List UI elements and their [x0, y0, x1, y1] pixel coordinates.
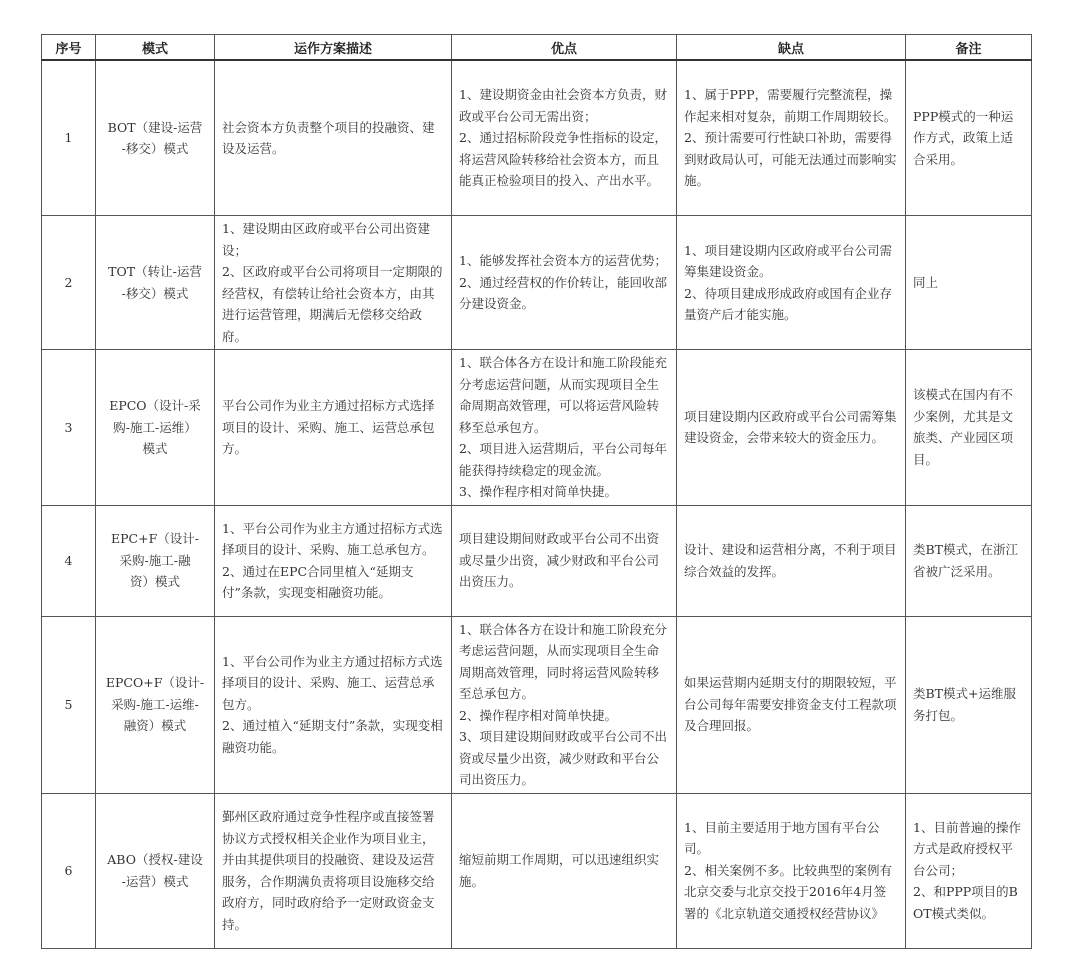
cell-description-line: 鄞州区政府通过竞争性程序或直接签署协议方式授权相关企业作为项目业主，并由其提供项目的投融资、建设及运营服务，合作期满负责将项目设施移交给政府方，同时政府给予一定财政资金支持。: [222, 809, 435, 932]
cell-description-line: 2、区政府或平台公司将项目一定期限的经营权，有偿转让给社会资本方，由其进行运营管理，期满后无偿移交给政府。: [222, 264, 443, 344]
header-mode: 模式: [96, 35, 215, 61]
table-row: [42, 60, 1032, 216]
cell-mode-line: -移交）模式: [121, 141, 189, 156]
header-pros: 优点: [452, 35, 677, 61]
cell-description-line: 1、平台公司作为业主方通过招标方式选择项目的设计、采购、施工、运营总承包方。: [222, 653, 443, 712]
cell-pros-line: 3、项目建设期间财政或平台公司不出资或尽量少出资，减少财政和平台公司出资压力。: [459, 729, 667, 787]
cell-notes-line: 2、和PPP项目的BOT模式类似。: [913, 884, 1018, 921]
cell-no: 6: [42, 793, 96, 948]
header-description: 运作方案描述: [215, 35, 452, 61]
cell-cons: [677, 505, 906, 616]
cell-pros-line: 3、操作程序相对简单快捷。: [459, 484, 617, 499]
cell-notes-line: 类BT模式，在浙江省被广泛采用。: [913, 542, 1019, 579]
cell-cons: [677, 350, 906, 506]
cell-pros-line: 1、联合体各方在设计和施工阶段能充分考虑运营问题，从而实现项目全生命周期高效管理，可以将运营风险转移至总承包方。: [459, 355, 667, 435]
cell-pros-line: 项目建设期间财政或平台公司不出资或尽量少出资，减少财政和平台公司出资压力。: [459, 531, 660, 590]
cell-description: [215, 616, 452, 793]
cell-mode-line: 融资）模式: [123, 718, 187, 734]
cell-pros-line: 2、操作程序相对简单快捷。: [459, 707, 617, 723]
cell-no: 3: [42, 350, 96, 506]
cell-description-line: 1、建设期由区政府或平台公司出资建设；: [222, 221, 430, 258]
cell-cons-line: 设计、建设和运营相分离，不利于项目综合效益的发挥。: [684, 542, 897, 579]
cell-mode-line: -移交）模式: [121, 285, 189, 301]
cell-description-line: 2、通过植入“延期支付”条款，实现变相融资功能。: [222, 718, 443, 755]
cell-description: [215, 216, 452, 350]
table-row: [42, 505, 1032, 616]
table-body: [42, 60, 1032, 948]
cell-description-line: 社会资本方负责整个项目的投融资、建设及运营。: [222, 119, 435, 156]
cell-notes-line: 类BT模式+运维服务打包。: [913, 686, 1016, 723]
cell-cons-line: 如果运营期内延期支付的期限较短，平台公司每年需要安排资金支付工程款项及合理回报。: [684, 675, 897, 734]
cell-mode-line: 资）模式: [129, 574, 180, 590]
cell-description: [215, 60, 452, 216]
header-notes: 备注: [906, 35, 1032, 61]
cell-mode-line: ABO（授权-建设: [107, 852, 203, 867]
cell-mode-line: 采购-施工-运维-: [111, 696, 199, 712]
cell-notes: [906, 216, 1032, 350]
cell-pros-line: 1、建设期资金由社会资本方负责，财政或平台公司无需出资；: [459, 87, 667, 124]
cell-pros: [452, 616, 677, 793]
cell-mode-line: -运营）模式: [121, 873, 189, 889]
cell-notes-line: PPP模式的一种运作方式，政策上适合采用。: [913, 108, 1014, 167]
cell-mode: [96, 616, 215, 793]
cell-cons: [677, 216, 906, 350]
cell-cons-line: 2、待项目建成形成政府或国有企业存量资产后才能实施。: [684, 285, 892, 322]
cell-cons: [677, 616, 906, 793]
cell-no: 1: [42, 60, 96, 216]
cell-description: [215, 350, 452, 506]
cell-mode: [96, 350, 215, 506]
cell-pros-line: 缩短前期工作周期，可以迅速组织实施。: [459, 852, 660, 889]
cell-pros-line: 1、联合体各方在设计和施工阶段充分考虑运营问题，从而实现项目全生命周期高效管理，同时将运营风险转移至总承包方。: [459, 621, 667, 701]
cell-mode-line: EPC+F（设计-: [111, 531, 199, 547]
cell-mode-line: EPCO+F（设计-: [105, 675, 205, 691]
cell-cons: [677, 60, 906, 216]
comparison-table-wrapper: [41, 34, 1031, 949]
cell-mode-line: TOT（转让-运营: [108, 264, 202, 279]
cell-notes: [906, 793, 1032, 948]
cell-cons-line: 2、相关案例不多。比较典型的案例有北京交委与北京交投于2016年4月签署的《北京轨道交通授权经营协议》: [684, 862, 892, 921]
cell-mode: [96, 60, 215, 216]
cell-no: 2: [42, 216, 96, 350]
cell-mode: [96, 505, 215, 616]
cell-pros: [452, 505, 677, 616]
cell-notes: [906, 616, 1032, 793]
cell-description-line: 2、通过在EPC合同里植入“延期支付”条款，实现变相融资功能。: [222, 563, 414, 600]
table-header-row: [42, 35, 1032, 61]
cell-notes-line: 1、目前普遍的操作方式是政府授权平台公司；: [913, 819, 1021, 878]
cell-cons-line: 项目建设期内区政府或平台公司需筹集建设资金，会带来较大的资金压力。: [684, 408, 897, 446]
cell-cons: [677, 793, 906, 948]
cell-cons-line: 1、属于PPP，需要履行完整流程，操作起来相对复杂，前期工作周期较长。: [684, 87, 897, 124]
cell-mode-line: EPCO（设计-采: [109, 398, 201, 413]
cell-mode-line: BOT（建设-运营: [107, 119, 203, 135]
cell-pros-line: 2、通过招标阶段竞争性指标的设定，将运营风险转移给社会资本方，而且能真正检验项目的投入、产出水平。: [459, 130, 667, 189]
cell-notes-line: 该模式在国内有不少案例，尤其是文旅类、产业园区项目。: [913, 387, 1014, 467]
cell-cons-line: 1、目前主要适用于地方国有平台公司。: [684, 819, 880, 857]
mode-comparison-table: [41, 34, 1032, 949]
cell-cons-line: 1、项目建设期内区政府或平台公司需筹集建设资金。: [684, 242, 892, 279]
cell-no: 4: [42, 505, 96, 616]
cell-pros: [452, 793, 677, 948]
cell-notes-line: 同上: [913, 274, 939, 290]
cell-no: 5: [42, 616, 96, 793]
cell-mode-line: 模式: [142, 441, 168, 456]
cell-pros-line: 2、项目进入运营期后，平台公司每年能获得持续稳定的现金流。: [459, 441, 667, 478]
cell-description-line: 1、平台公司作为业主方通过招标方式选择项目的设计、采购、施工总承包方。: [222, 520, 443, 557]
cell-notes: [906, 350, 1032, 506]
cell-pros: [452, 60, 677, 216]
cell-pros-line: 2、通过经营权的作价转让，能回收部分建设资金。: [459, 274, 667, 312]
table-row: [42, 616, 1032, 793]
header-no: 序号: [42, 35, 96, 61]
cell-description: [215, 793, 452, 948]
cell-cons-line: 2、预计需要可行性缺口补助，需要得到财政局认可，可能无法通过而影响实施。: [684, 130, 897, 189]
table-row: [42, 350, 1032, 506]
table-row: [42, 793, 1032, 948]
table-row: [42, 216, 1032, 350]
cell-description-line: 平台公司作为业主方通过招标方式选择项目的设计、采购、施工、运营总承包方。: [222, 398, 435, 456]
cell-description: [215, 505, 452, 616]
cell-pros: [452, 216, 677, 350]
cell-mode: [96, 216, 215, 350]
cell-mode-line: 采购-施工-融: [119, 552, 191, 568]
cell-pros: [452, 350, 677, 506]
cell-mode-line: 购-施工-运维）: [113, 419, 197, 435]
header-cons: 缺点: [677, 35, 906, 61]
cell-notes: [906, 60, 1032, 216]
cell-notes: [906, 505, 1032, 616]
cell-mode: [96, 793, 215, 948]
cell-pros-line: 1、能够发挥社会资本方的运营优势；: [459, 253, 667, 269]
